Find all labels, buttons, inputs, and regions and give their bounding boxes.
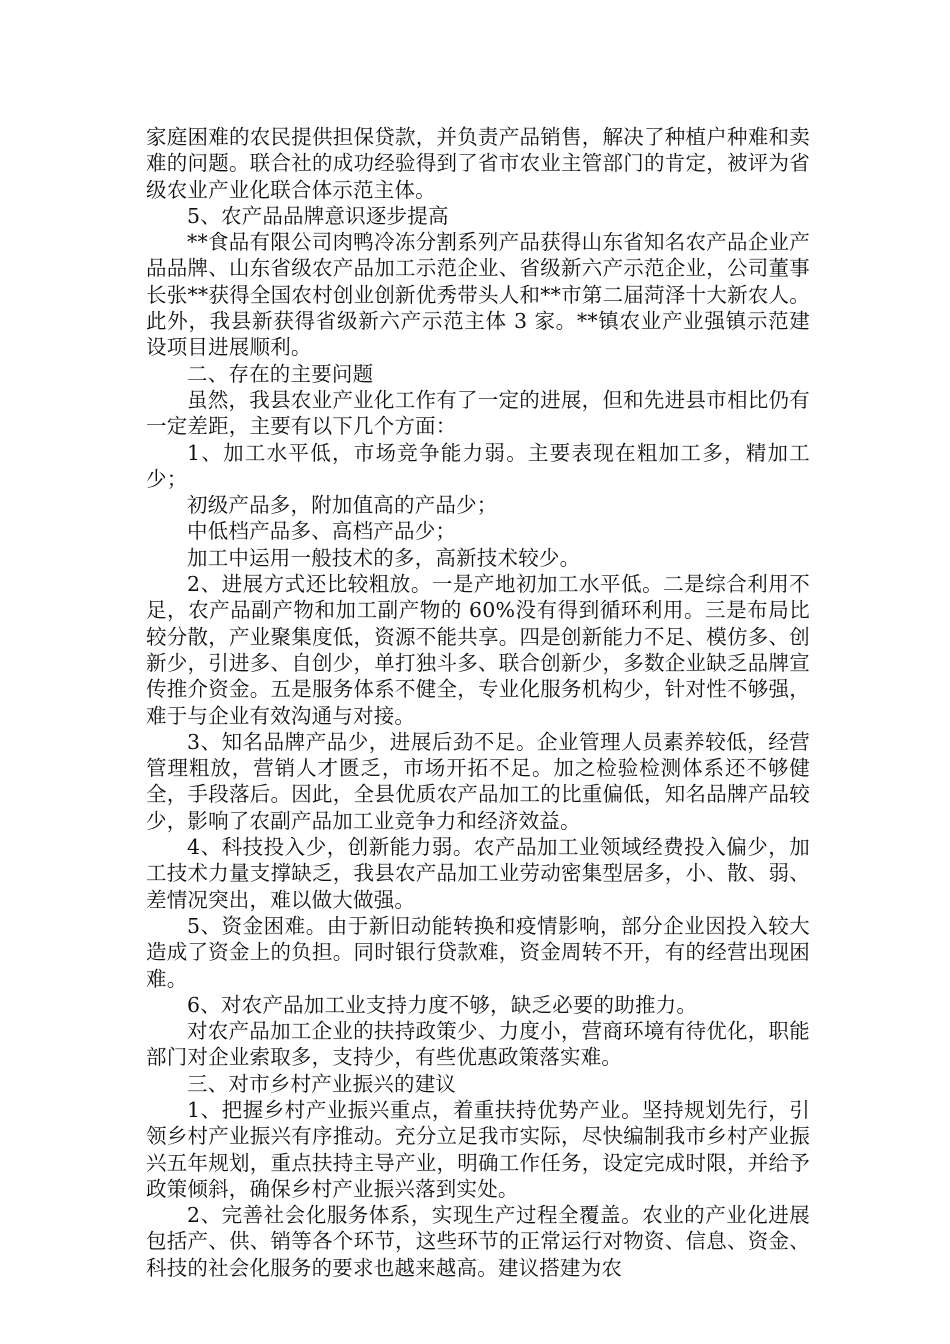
paragraph-problem-5: 5、资金困难。由于新旧动能转换和疫情影响，部分企业因投入较大造成了资金上的负担。同时银行贷款难，资金周转不开，有的经营出现困难。 (146, 913, 810, 991)
section-heading-suggestions: 三、对市乡村产业振兴的建议 (187, 1071, 457, 1096)
paragraph-suggestion-2: 2、完善社会化服务体系，实现生产过程全覆盖。农业的产业化进展包括产、供、销等各个环节，这些环节的正常运行对物资、信息、资金、科技的社会化服务的要求也越来越高。建议搭建为农 (146, 1203, 810, 1280)
paragraph-problem-6-detail: 对农产品加工企业的扶持政策少、力度小，营商环境有待优化，职能部门对企业索取多，支持少，有些优惠政策落实难。 (146, 1019, 810, 1070)
paragraph-problem-1-c: 加工中运用一般技术的多，高新技术较少。 (187, 545, 581, 570)
paragraph-problem-1-b: 中低档产品多、高档产品少； (187, 519, 457, 544)
paragraph-problem-1-a: 初级产品多，附加值高的产品少； (187, 493, 498, 518)
paragraph-continuation: 家庭困难的农民提供担保贷款，并负责产品销售，解决了种植户种难和卖难的问题。联合社的成功经验得到了省市农业主管部门的肯定，被评为省级农业产业化联合体示范主体。 (146, 125, 810, 202)
paragraph-problem-3: 3、知名品牌产品少，进展后劲不足。企业管理人员素养较低，经营管理粗放，营销人才匮乏，市场开拓不足。加之检验检测体系还不够健全，手段落后。因此，全县优质农产品加工的比重偏低，知名品牌产品较少，影响了农副产品加工业竞争力和经济效益。 (146, 729, 810, 833)
paragraph-problem-6: 6、对农产品加工业支持力度不够，缺乏必要的助推力。 (187, 992, 698, 1017)
paragraph-suggestion-1: 1、把握乡村产业振兴重点，着重扶持优势产业。坚持规划先行，引领乡村产业振兴有序推动。充分立足我市实际，尽快编制我市乡村产业振兴五年规划，重点扶持主导产业，明确工作任务，设定完成时限，并给予政策倾斜，确保乡村产业振兴落到实处。 (146, 1097, 810, 1201)
paragraph-problem-1: 1、加工水平低，市场竞争能力弱。主要表现在粗加工多，精加工少； (146, 440, 810, 491)
document-body (146, 124, 810, 1281)
subheading-brand-awareness: 5、农产品品牌意识逐步提高 (187, 203, 449, 228)
section-heading-problems: 二、存在的主要问题 (187, 361, 374, 386)
paragraph-problems-intro: 虽然，我县农业产业化工作有了一定的进展，但和先进县市相比仍有一定差距，主要有以下几个方面： (146, 387, 810, 439)
paragraph-brand-achievements: **食品有限公司肉鸭冷冻分割系列产品获得山东省知名农产品企业产品品牌、山东省级农产品加工示范企业、省级新六产示范企业，公司董事长张**获得全国农村创业创新优秀带头人和**市第二届菏泽十大新农人。此外，我县新获得省级新六产示范主体 3 家。**镇农业产业强镇示范建设项目进展顺利。 (146, 230, 810, 360)
paragraph-problem-4: 4、科技投入少，创新能力弱。农产品加工业领域经费投入偏少，加工技术力量支撑缺乏，我县农产品加工业劳动密集型居多，小、散、弱、差情况突出，难以做大做强。 (146, 835, 810, 912)
paragraph-problem-2: 2、进展方式还比较粗放。一是产地初加工水平低。二是综合利用不足，农产品副产物和加工副产物的 60%没有得到循环利用。三是布局比较分散，产业聚集度低，资源不能共享。四是创新能力不足、模仿多、创新少，引进多、自创少，单打独斗多、联合创新少，多数企业缺乏品牌宣传推介资金。五是服务体系不健全，专业化服务机构少，针对性不够强，难于与企业有效沟通与对接。 (146, 572, 810, 728)
